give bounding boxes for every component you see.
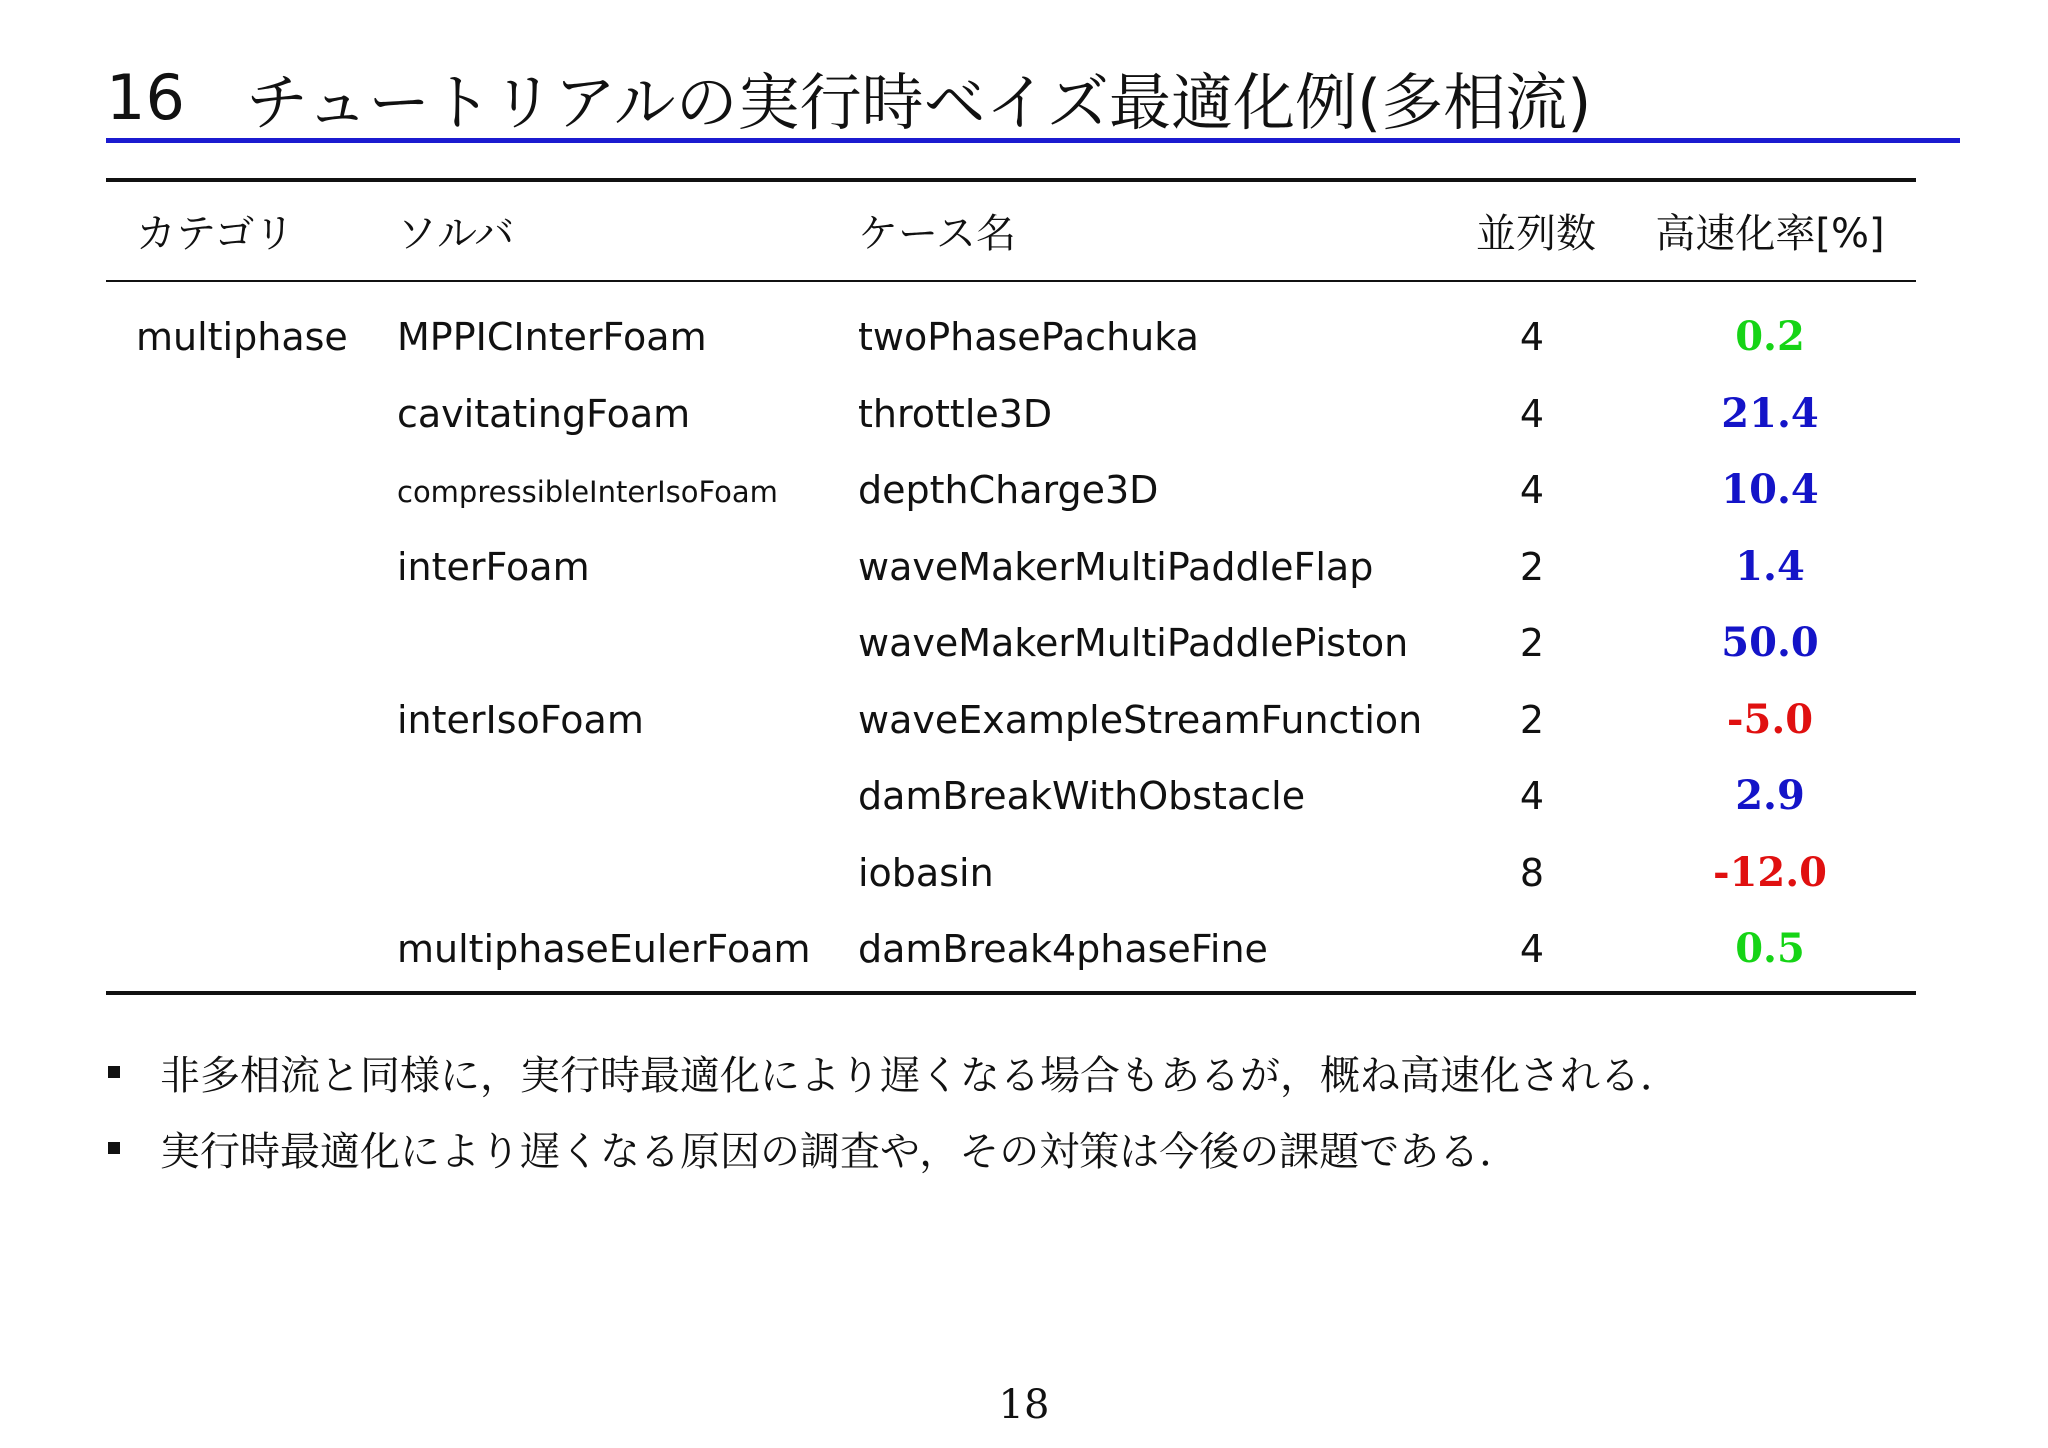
cell-speedup-value: 50.0 <box>1721 619 1819 666</box>
cell-speedup-value: 0.2 <box>1735 313 1805 360</box>
cell-case-name: iobasin <box>858 850 994 895</box>
cell-parallel-value: 4 <box>1519 927 1545 971</box>
cell-speedup-value: 2.9 <box>1735 772 1805 819</box>
cell-speedup-value: -5.0 <box>1726 695 1814 743</box>
cell-parallel-value: 8 <box>1519 850 1545 895</box>
cell-parallel-value: 4 <box>1519 468 1545 512</box>
cell-case-name: waveMakerMultiPaddlePiston <box>858 621 1409 665</box>
bullet-item <box>100 1110 1680 1186</box>
cell-speedup-value: -12.0 <box>1712 848 1828 896</box>
bullet-item <box>100 1034 1680 1110</box>
table-top-rule <box>106 178 1916 182</box>
cell-parallel-value: 4 <box>1519 774 1545 818</box>
cell-case-name: waveMakerMultiPaddleFlap <box>858 544 1374 589</box>
header-case-name: ケース名 <box>858 211 1016 257</box>
cell-case-name: twoPhasePachuka <box>858 315 1199 359</box>
cell-solver: interFoam <box>397 544 590 589</box>
cell-parallel-value: 4 <box>1519 391 1545 436</box>
cell-case-name: damBreakWithObstacle <box>858 774 1306 818</box>
bullet-square-icon <box>108 1066 120 1078</box>
section-number: 16 <box>106 60 185 134</box>
bullet-list <box>100 1034 1680 1186</box>
table-header-rule <box>106 280 1916 282</box>
bullet-text: 実行時最適化により遅くなる原因の調査や，その対策は今後の課題である． <box>160 1128 1520 1175</box>
cell-speedup-value: 10.4 <box>1721 466 1819 513</box>
header-solver: ソルバ <box>397 211 515 257</box>
cell-solver: cavitatingFoam <box>397 391 691 436</box>
cell-solver: interIsoFoam <box>397 697 644 742</box>
cell-parallel-value: 2 <box>1519 544 1545 589</box>
header-speedup-label: 高速化率[%] <box>1655 211 1885 257</box>
cell-speedup-value: 21.4 <box>1721 389 1819 437</box>
cell-case-name: throttle3D <box>858 391 1053 436</box>
slide-title <box>106 52 1591 142</box>
cell-case-name: depthCharge3D <box>858 468 1159 512</box>
table-bottom-rule <box>106 991 1916 995</box>
cell-parallel-value: 4 <box>1519 315 1545 359</box>
cell-parallel-value: 2 <box>1519 697 1545 742</box>
cell-solver: compressibleInterIsoFoam <box>397 475 778 509</box>
cell-speedup-value: 1.4 <box>1735 542 1805 590</box>
cell-speedup-value: 0.5 <box>1735 925 1805 972</box>
section-title-text: チュートリアルの実行時ベイズ最適化例(多相流) <box>246 65 1592 139</box>
cell-solver: multiphaseEulerFoam <box>397 927 811 971</box>
bullet-text: 非多相流と同様に，実行時最適化により遅くなる場合もあるが，概ね高速化される． <box>160 1052 1680 1099</box>
page-number: 18 <box>998 1382 1050 1428</box>
cell-case-name: damBreak4phaseFine <box>858 927 1268 971</box>
header-category: カテゴリ <box>136 211 295 257</box>
header-parallel-label: 並列数 <box>1476 211 1596 257</box>
cell-case-name: waveExampleStreamFunction <box>858 697 1423 742</box>
cell-category: multiphase <box>136 315 348 359</box>
title-underline <box>106 138 1960 143</box>
cell-solver: MPPICInterFoam <box>397 315 707 359</box>
cell-parallel-value: 2 <box>1519 621 1545 665</box>
bullet-square-icon <box>108 1142 120 1154</box>
